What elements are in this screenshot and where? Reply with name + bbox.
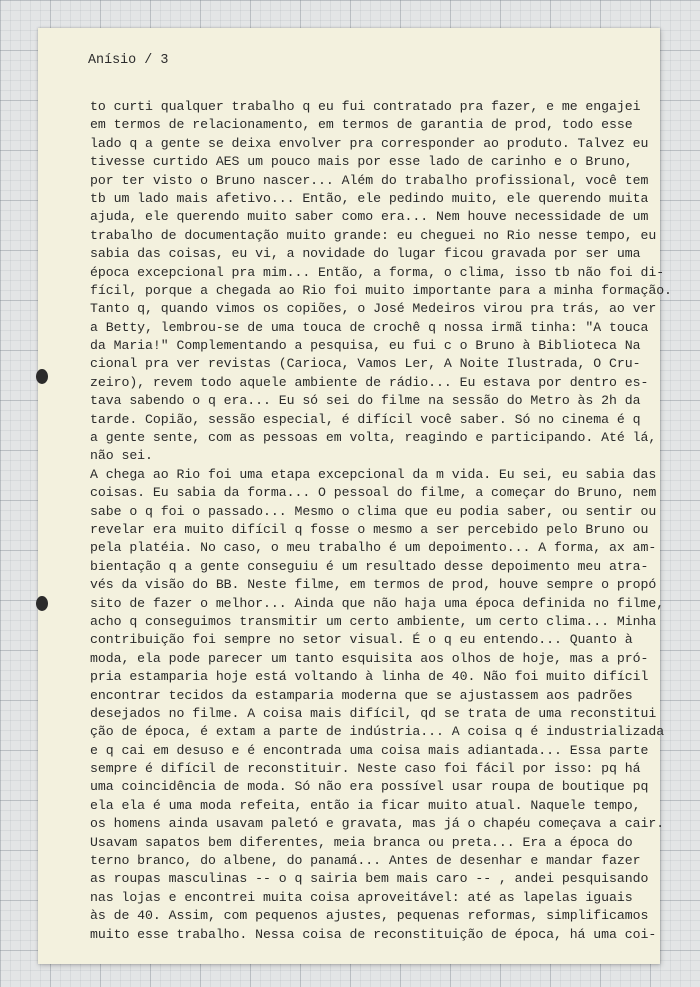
text-line: coisas. Eu sabia da forma... O pessoal do filme, a começar do Bruno, nem — [90, 485, 657, 501]
text-line: Usavam sapatos bem diferentes, meia branca ou preta... Era a época do — [90, 834, 633, 850]
text-line: a gente sente, com as pessoas em volta, reagindo e participando. Até lá, — [90, 430, 657, 446]
text-line: tb um lado mais afetivo... Então, ele pedindo muito, ele querendo muita — [90, 190, 649, 206]
text-line: trabalho de documentação muito grande: eu cheguei no Rio nesse tempo, eu — [90, 227, 657, 243]
text-line: sabe o q foi o passado... Mesmo o clima que eu podia saber, ou sentir ou — [90, 503, 657, 519]
text-line: pela platéia. No caso, o meu trabalho é um depoimento... A forma, ax am- — [90, 540, 657, 556]
text-line: fícil, porque a chegada ao Rio foi muito importante para a minha formação. — [90, 282, 672, 298]
text-line: ção de época, é extam a parte de indústria... A coisa q é industrializada — [90, 724, 665, 740]
text-line: por ter visto o Bruno nascer... Além do trabalho profissional, você tem — [90, 172, 649, 188]
text-line: às de 40. Assim, com pequenos ajustes, pequenas reformas, simplificamos — [90, 908, 649, 924]
text-line: A chega ao Rio foi uma etapa excepcional da m vida. Eu sei, eu sabia das — [90, 466, 657, 482]
text-line: vés da visão do BB. Neste filme, em termos de prod, houve sempre o propó — [90, 577, 657, 593]
text-line: tivesse curtido AES um pouco mais por esse lado de carinho e o Bruno, — [90, 154, 633, 170]
text-line: tava sabendo o q era... Eu só sei do filme na sessão do Metro às 2h da — [90, 393, 641, 409]
punch-hole — [36, 596, 48, 611]
typewritten-page — [38, 28, 672, 964]
punch-hole — [36, 369, 48, 384]
body-text — [90, 98, 672, 944]
text-line: sabia das coisas, eu vi, a novidade do lugar ficou gravada por ser uma — [90, 246, 641, 262]
text-line: cional pra ver revistas (Carioca, Vamos Ler, A Noite Ilustrada, O Cru- — [90, 356, 641, 372]
text-line: época excepcional pra mim... Então, a forma, o clima, isso tb não foi di- — [90, 264, 665, 280]
text-line: Tanto q, quando vimos os copiões, o José Medeiros virou pra trás, ao ver — [90, 301, 657, 317]
text-line: não sei. — [90, 448, 153, 464]
text-line: moda, ela pode parecer um tanto esquisita aos olhos de hoje, mas a pró- — [90, 650, 649, 666]
text-line: acho q conseguimos transmitir um certo ambiente, um certo clima... Minha — [90, 613, 657, 629]
text-line: e q cai em desuso e é encontrada uma coisa mais adiantada... Essa parte — [90, 742, 649, 758]
text-line: sito de fazer o melhor... Ainda que não haja uma época definida no filme, — [90, 595, 665, 611]
text-line: lado q a gente se deixa envolver pra corresponder ao produto. Talvez eu — [90, 135, 649, 151]
text-line: uma coincidência de moda. Só não era possível usar roupa de boutique pq — [90, 779, 649, 795]
text-line: ela ela é uma moda refeita, então ia ficar muito atual. Naquele tempo, — [90, 797, 641, 813]
text-line: terno branco, do albene, do panamá... Antes de desenhar e mandar fazer — [90, 853, 641, 869]
text-line: nas lojas e encontrei muita coisa aproveitável: até as lapelas iguais — [90, 889, 633, 905]
text-line: ajuda, ele querendo muito saber como era... Nem houve necessidade de um — [90, 209, 649, 225]
text-line: a Betty, lembrou-se de uma touca de crochê q nossa irmã tinha: "A touca — [90, 319, 649, 335]
text-line: os homens ainda usavam paletó e gravata, mas já o chapéu começava a cair. — [90, 816, 665, 832]
text-line: as roupas masculinas -- o q sairia bem mais caro -- , andei pesquisando — [90, 871, 649, 887]
text-line: zeiro), revem todo aquele ambiente de rádio... Eu estava por dentro es- — [90, 374, 649, 390]
text-line: desejados no filme. A coisa mais difícil, qd se trata de uma reconstitui — [90, 705, 657, 721]
text-line: bientação q a gente conseguiu é um resultado desse depoimento meu atra- — [90, 558, 649, 574]
text-line: revelar era muito difícil q fosse o mesmo a ser percebido pelo Bruno ou — [90, 521, 649, 537]
text-line: muito esse trabalho. Nessa coisa de reconstituição de época, há uma coi- — [90, 926, 657, 942]
text-line: em termos de relacionamento, em termos de garantia de prod, todo esse — [90, 117, 633, 133]
text-line: tarde. Copião, sessão especial, é difícil você saber. Só no cinema é q — [90, 411, 641, 427]
text-line: contribuição foi sempre no setor visual. É o q eu entendo... Quanto à — [90, 632, 633, 648]
page-header: Anísio / 3 — [88, 53, 169, 68]
text-line: sempre é difícil de reconstituir. Neste caso foi fácil por isso: pq há — [90, 761, 641, 777]
text-line: encontrar tecidos da estamparia moderna que se ajustassem aos padrões — [90, 687, 633, 703]
text-line: to curti qualquer trabalho q eu fui contratado pra fazer, e me engajei — [90, 99, 641, 114]
text-line: pria estamparia hoje está voltando à linha de 40. Não foi muito difícil — [90, 669, 649, 685]
text-line: da Maria!" Complementando a pesquisa, eu fui c o Bruno à Biblioteca Na — [90, 338, 641, 354]
